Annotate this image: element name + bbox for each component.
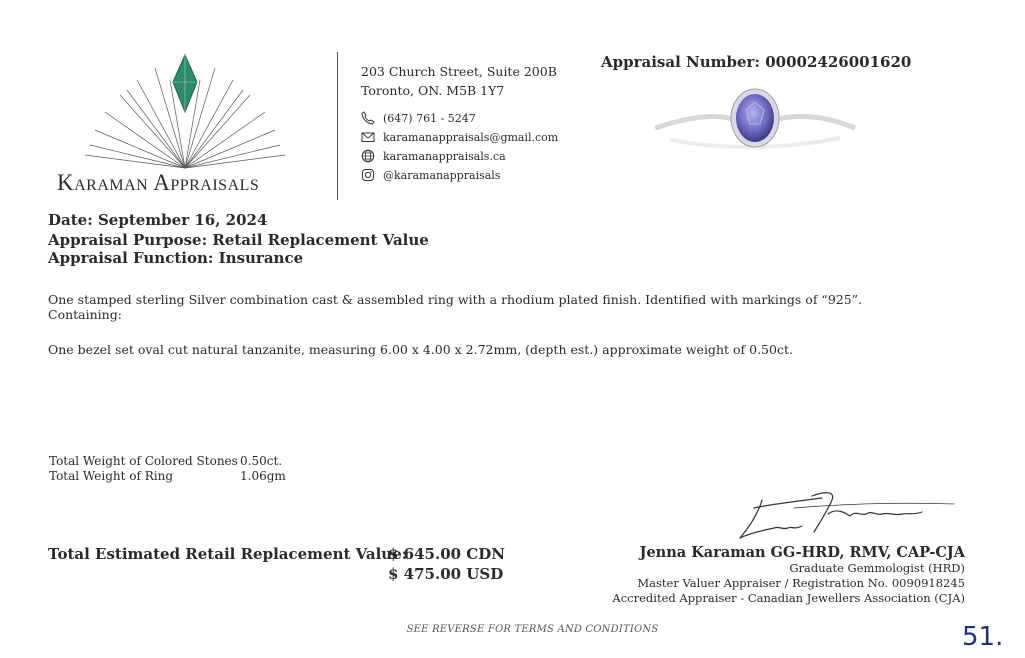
email-address: karamanappraisals@gmail.com [383,130,559,144]
total-value-label: Total Estimated Retail Replacement Value: [48,545,408,563]
emerald-gem-icon [173,55,197,112]
website-row [361,149,506,163]
description-line-3: One bezel set oval cut natural tanzanite, measuring 6.00 x 4.00 x 2.72mm, (depth est.) approximate weight of 0.50ct. [48,342,793,357]
colored-stones-weight-label: Total Weight of Colored Stones [49,454,238,468]
appraisal-date: Date: September 16, 2024 [48,211,268,229]
total-value-usd: $ 475.00 USD [388,565,504,583]
header-divider [337,52,338,200]
address-line-1: 203 Church Street, Suite 200B [361,64,557,79]
appraiser-title-1: Graduate Gemmologist (HRD) [789,561,965,575]
phone-number: (647) 761 - 5247 [383,111,476,125]
appraiser-title-2: Master Valuer Appraiser / Registration No. 0090918245 [637,576,965,590]
description-line-1: One stamped sterling Silver combination cast & assembled ring with a rhodium plated finish. Identified with markings of “925”. [48,292,863,307]
appraiser-signature [732,488,957,543]
phone-row [361,111,476,125]
company-logo [75,50,295,172]
handwritten-page-number: 51. [962,622,1004,652]
globe-icon [361,149,375,163]
phone-icon [361,111,375,125]
instagram-handle: @karamanappraisals [383,168,501,182]
total-value-cdn: $ 645.00 CDN [388,545,505,563]
ring-photo [650,80,860,160]
terms-note: SEE REVERSE FOR TERMS AND CONDITIONS [406,624,659,635]
colored-stones-weight-value: 0.50ct. [240,454,283,468]
appraisal-number: Appraisal Number: 00002426001620 [601,53,912,71]
ring-weight-value: 1.06gm [240,469,286,483]
appraiser-title-3: Accredited Appraiser - Canadian Jewellers Association (CJA) [612,591,965,605]
appraisal-function: Appraisal Function: Insurance [48,249,304,267]
appraisal-purpose: Appraisal Purpose: Retail Replacement Value [48,231,429,249]
website-url: karamanappraisals.ca [383,149,506,163]
company-name: Karaman Appraisals [57,170,260,195]
description-line-2: Containing: [48,307,122,322]
address-line-2: Toronto, ON. M5B 1Y7 [361,83,505,98]
instagram-icon [361,168,375,182]
mail-icon [361,130,375,144]
email-row [361,130,558,144]
ring-weight-label: Total Weight of Ring [49,469,174,483]
appraiser-name: Jenna Karaman GG-HRD, RMV, CAP-CJA [639,544,965,561]
instagram-row [361,168,500,182]
